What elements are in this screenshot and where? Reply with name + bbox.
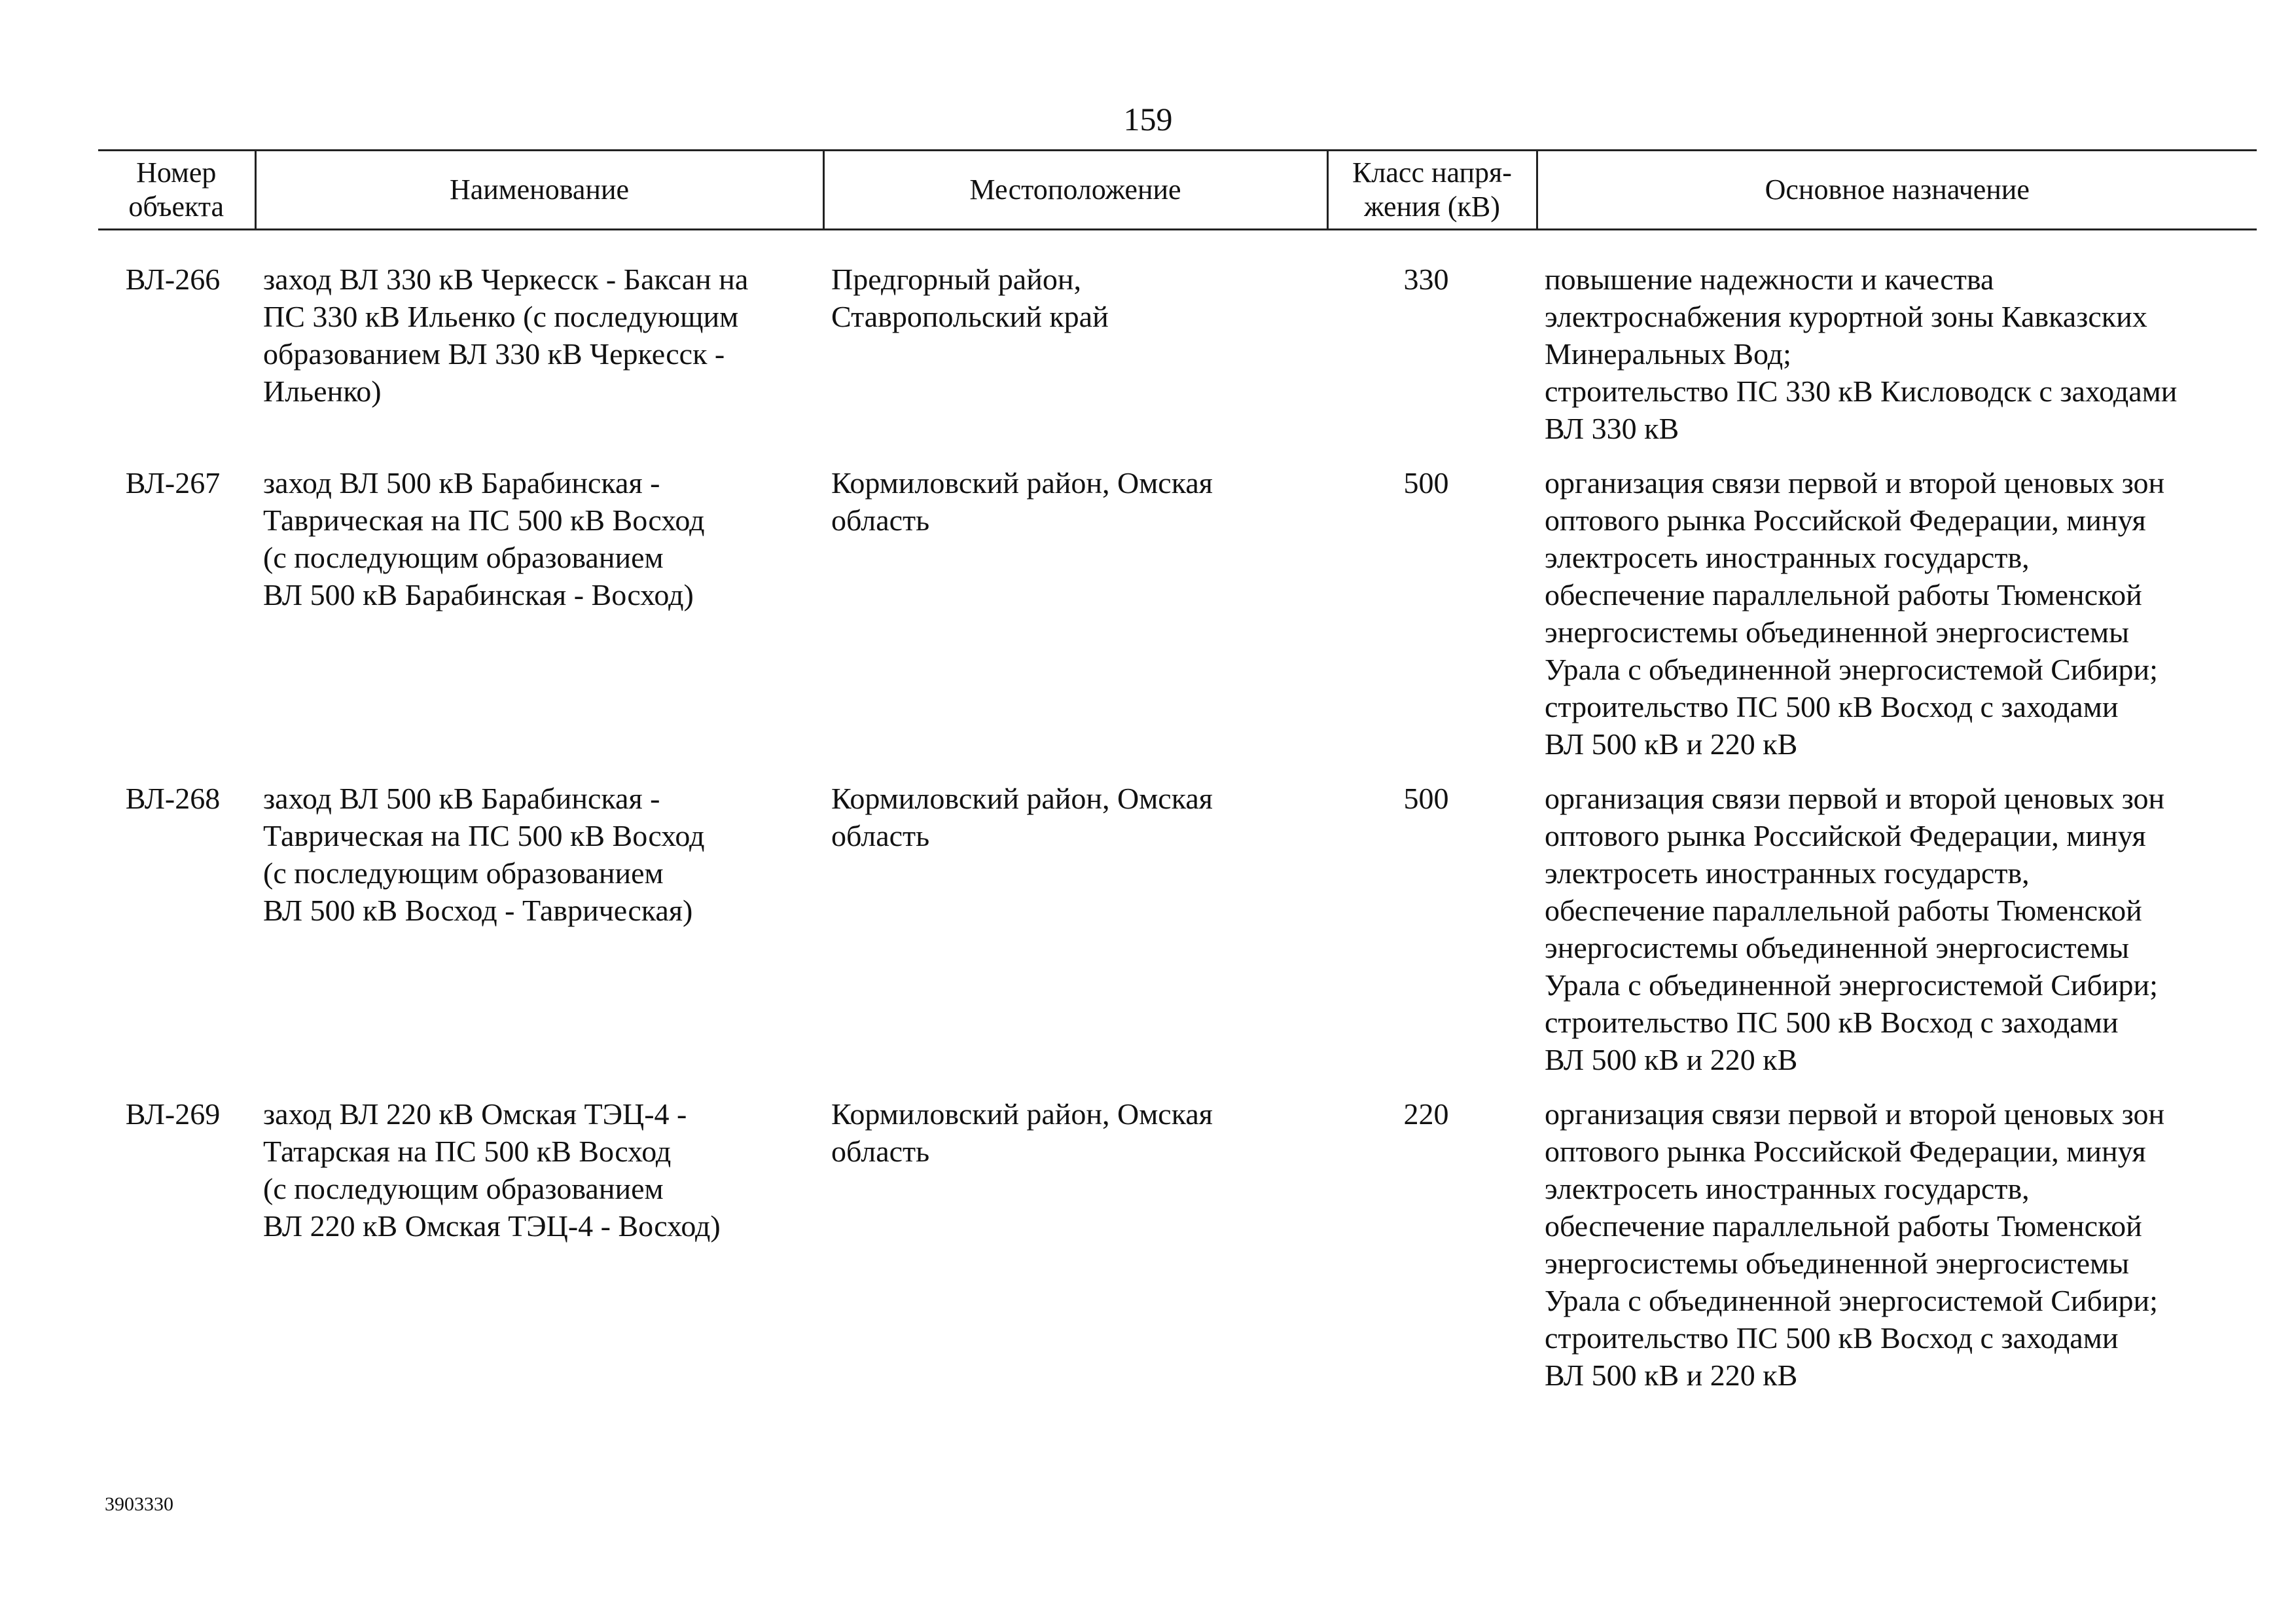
- object-location: Предгорный район, Ставропольский край: [831, 263, 1109, 333]
- header-location: Местоположение: [823, 151, 1327, 230]
- object-name: заход ВЛ 330 кВ Черкесск - Баксан на ПС 330 кВ Ильенко (с последующим образованием ВЛ 330 кВ Черкесск - Ильенко): [263, 263, 749, 408]
- object-purpose: организация связи первой и второй ценовых зон оптового рынка Российской Федерации, минуя электросеть иностранных государств, обеспечение параллельной работы Тюменской энергосистемы объединенной энергосистемы Урала с объединенной энергосистемой Сибири; строительство ПС 500 кВ Восход с заходами ВЛ 500 кВ и 220 кВ: [1545, 782, 2165, 1076]
- object-name: заход ВЛ 220 кВ Омская ТЭЦ-4 - Татарская на ПС 500 кВ Восход (с последующим образованием ВЛ 220 кВ Омская ТЭЦ-4 - Восход): [263, 1097, 721, 1243]
- object-purpose: организация связи первой и второй ценовых зон оптового рынка Российской Федерации, минуя электросеть иностранных государств, обеспечение параллельной работы Тюменской энергосистемы объединенной энергосистемы Урала с объединенной энергосистемой Сибири; строительство ПС 500 кВ Восход с заходами ВЛ 500 кВ и 220 кВ: [1545, 1097, 2165, 1392]
- header-object-number: Номер объекта: [98, 151, 255, 230]
- document-code: 3903330: [105, 1493, 173, 1515]
- header-voltage-class: Класс напря- жения (кВ): [1327, 151, 1537, 230]
- object-voltage: 330: [1403, 263, 1449, 296]
- object-location: Кормиловский район, Омская область: [831, 1097, 1213, 1168]
- object-number: ВЛ-267: [125, 466, 221, 500]
- header-name: Наименование: [255, 151, 823, 230]
- object-voltage: 500: [1403, 466, 1449, 500]
- objects-table: [98, 149, 2257, 1411]
- object-location: Кормиловский район, Омская область: [831, 782, 1213, 852]
- object-name: заход ВЛ 500 кВ Барабинская - Таврическая на ПС 500 кВ Восход (с последующим образованием ВЛ 500 кВ Барабинская - Восход): [263, 466, 705, 611]
- object-name: заход ВЛ 500 кВ Барабинская - Таврическая на ПС 500 кВ Восход (с последующим образованием ВЛ 500 кВ Восход - Таврическая): [263, 782, 705, 927]
- object-purpose: организация связи первой и второй ценовых зон оптового рынка Российской Федерации, минуя электросеть иностранных государств, обеспечение параллельной работы Тюменской энергосистемы объединенной энергосистемы Урала с объединенной энергосистемой Сибири; строительство ПС 500 кВ Восход с заходами ВЛ 500 кВ и 220 кВ: [1545, 466, 2165, 761]
- object-location: Кормиловский район, Омская область: [831, 466, 1213, 537]
- page-number: 159: [1123, 101, 1173, 137]
- object-voltage: 500: [1403, 782, 1449, 815]
- objects-table-container: [98, 149, 2257, 1411]
- object-number: ВЛ-266: [125, 263, 221, 296]
- table-row: [98, 780, 2257, 1095]
- header-main-purpose: Основное назначение: [1537, 151, 2257, 230]
- object-number: ВЛ-269: [125, 1097, 221, 1131]
- table-header-row: [98, 151, 2257, 230]
- object-voltage: 220: [1403, 1097, 1449, 1131]
- table-row: [98, 1095, 2257, 1411]
- object-number: ВЛ-268: [125, 782, 221, 815]
- header-spacer: [98, 230, 2257, 261]
- table-row: [98, 261, 2257, 464]
- table-row: [98, 464, 2257, 780]
- object-purpose: повышение надежности и качества электроснабжения курортной зоны Кавказских Минеральных Вод; строительство ПС 330 кВ Кисловодск с заходами ВЛ 330 кВ: [1545, 263, 2178, 445]
